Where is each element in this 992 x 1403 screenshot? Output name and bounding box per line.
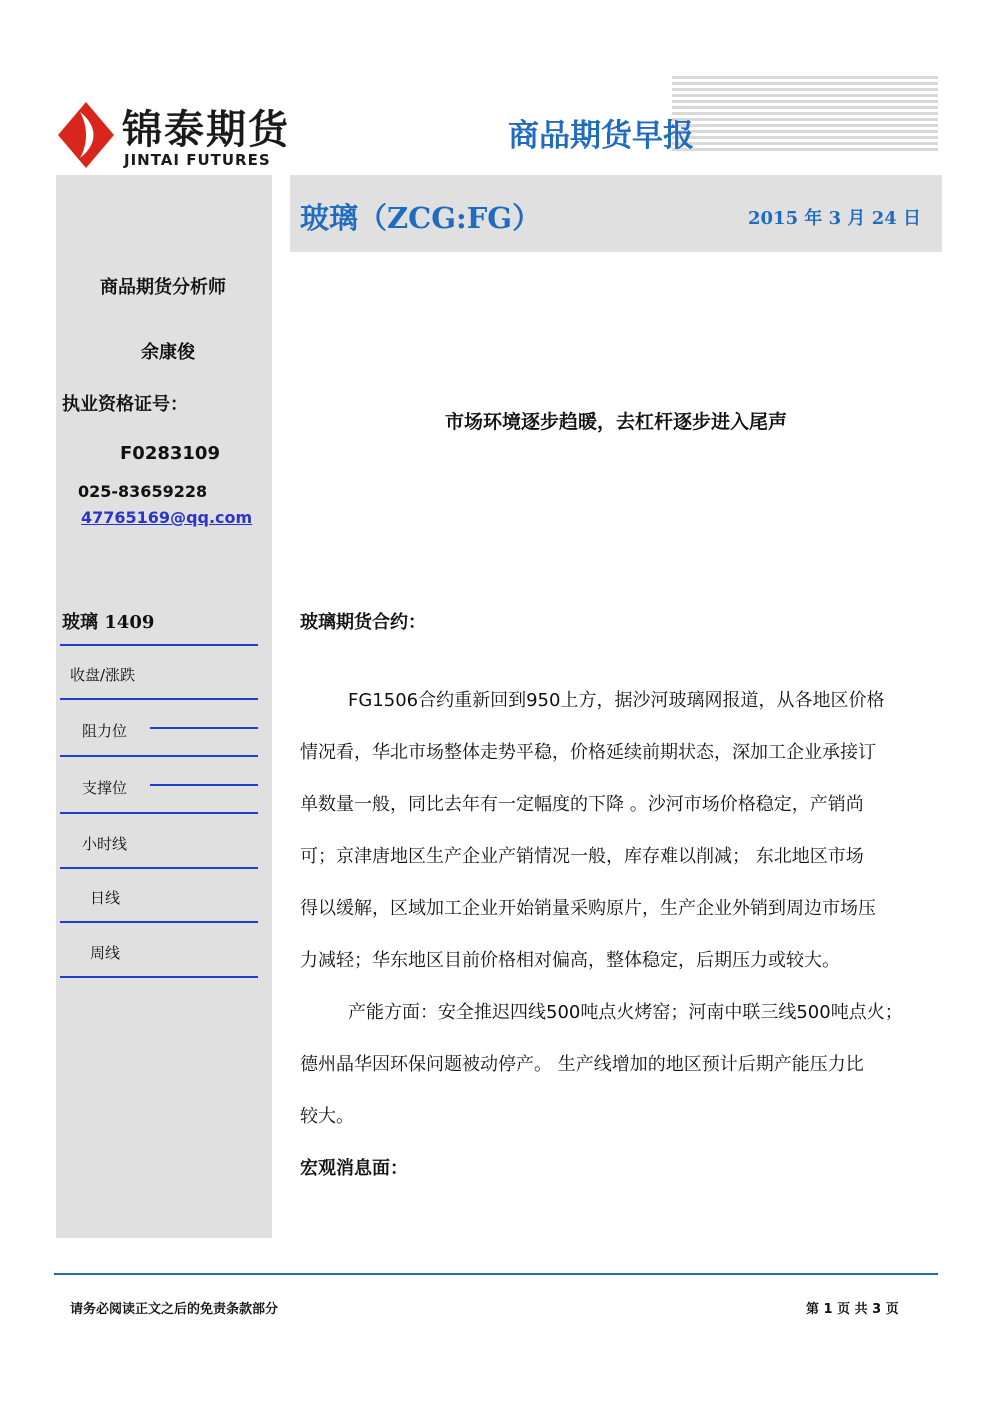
license-number: F0283109 <box>120 443 220 464</box>
sidebar-divider <box>60 698 258 700</box>
headline: 市场环境逐步趋暖，去杠杆逐步进入尾声 <box>444 411 787 433</box>
row-value-line <box>150 784 258 786</box>
paragraph-line: 情况看，华北市场整体走势平稳，价格延续前期状态，深加工企业承接订 <box>300 742 876 763</box>
sidebar-divider <box>60 921 258 923</box>
analyst-title: 商品期货分析师 <box>100 277 226 298</box>
row-value-line <box>150 727 258 729</box>
paragraph-line: 力减轻；华东地区目前价格相对偏高，整体稳定，后期压力或较大。 <box>300 950 840 971</box>
contract-label: 玻璃 1409 <box>62 612 155 633</box>
sidebar-divider <box>60 755 258 757</box>
section-title-contract: 玻璃期货合约： <box>300 612 426 633</box>
report-title: 商品期货早报 <box>508 118 694 154</box>
row-label-daily: 日线 <box>90 889 121 907</box>
sidebar-divider <box>60 867 258 869</box>
email-link[interactable]: 47765169@qq.com <box>81 508 253 527</box>
footer-divider <box>54 1273 938 1275</box>
commodity-title: 玻璃（ZCG:FG） <box>300 201 542 235</box>
paragraph-line: 单数量一般，同比去年有一定幅度的下降 。沙河市场价格稳定，产销尚 <box>300 794 864 815</box>
header-stripes <box>672 76 938 154</box>
paragraph-line: 得以缓解，区域加工企业开始销量采购原片，生产企业外销到周边市场压 <box>300 898 876 919</box>
logo-chinese-text: 锦泰期货 <box>122 107 290 153</box>
paragraph-line: 德州晶华因环保问题被动停产。 生产线增加的地区预计后期产能压力比 <box>300 1054 864 1075</box>
paragraph-line: FG1506合约重新回到950上方，据沙河玻璃网报道，从各地区价格 <box>348 690 885 711</box>
analyst-name: 余康俊 <box>141 342 195 363</box>
sidebar-divider <box>60 812 258 814</box>
logo-english-text: JINTAI FUTURES <box>124 151 271 169</box>
row-label-close: 收盘/涨跌 <box>70 666 136 684</box>
logo-diamond-icon <box>56 100 116 170</box>
row-label-resistance: 阻力位 <box>82 722 128 740</box>
footer-disclaimer: 请务必阅读正文之后的免责条款部分 <box>70 1302 279 1317</box>
license-label: 执业资格证号： <box>62 394 188 415</box>
phone-number: 025-83659228 <box>78 482 208 501</box>
sidebar-divider <box>60 644 258 646</box>
sidebar-divider <box>60 976 258 978</box>
paragraph-line: 可；京津唐地区生产企业产销情况一般，库存难以削减； 东北地区市场 <box>300 846 864 867</box>
paragraph-line: 产能方面：安全推迟四线500吨点火烤窑；河南中联三线500吨点火； <box>348 1002 903 1023</box>
row-label-support: 支撑位 <box>82 779 128 797</box>
sidebar-panel <box>56 175 272 1238</box>
page-number: 第 1 页 共 3 页 <box>806 1302 899 1317</box>
paragraph-line: 较大。 <box>300 1106 354 1127</box>
report-date: 2015 年 3 月 24 日 <box>748 208 922 229</box>
row-label-weekly: 周线 <box>90 944 121 962</box>
section-title-macro: 宏观消息面： <box>300 1158 408 1179</box>
row-label-hourly: 小时线 <box>82 835 128 853</box>
